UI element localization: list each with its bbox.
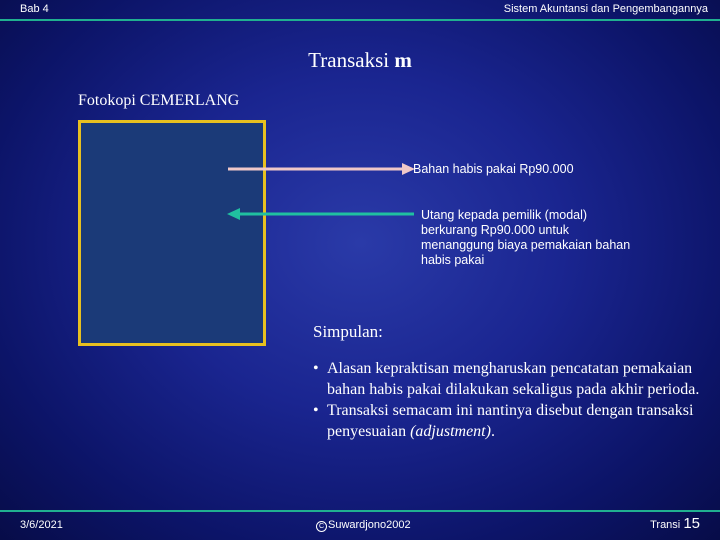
- footer-date: 3/6/2021: [20, 519, 63, 531]
- flow-label-bahan: Bahan habis pakai Rp90.000: [413, 162, 574, 176]
- bullet-text: Transaksi semacam ini nantinya disebut dengan transaksi penyesuaian: [327, 402, 694, 440]
- bottom-divider: [0, 510, 720, 512]
- bullet-text: Alasan kepraktisan mengharuskan pencatatan pemakaian bahan habis pakai dilakukan sekaligus pada akhir perioda.: [327, 360, 700, 398]
- bullet-icon: •: [313, 402, 319, 419]
- footer-slide-num: 15: [683, 515, 700, 532]
- flow-label-utang: Utang kepada pemilik (modal) berkurang Rp90.000 untuk menanggung biaya pemakaian bahan habis pakai: [421, 208, 631, 267]
- bullet-punctuation: .: [490, 423, 495, 440]
- footer-slide-label: Transi: [650, 519, 681, 531]
- arrow-right-icon: [226, 162, 416, 176]
- list-item: [313, 400, 713, 442]
- company-box: [78, 120, 266, 346]
- copyright-icon: C: [316, 521, 327, 532]
- header-course-title: Sistem Akuntansi dan Pengembangannya: [503, 3, 708, 15]
- company-name: Fotokopi CEMERLANG: [78, 92, 240, 109]
- arrow-left-icon: [226, 207, 416, 221]
- footer-author-name: Suwardjono2002: [328, 519, 411, 531]
- footer-author: [316, 519, 411, 532]
- bullet-italic-term: (adjustment): [410, 423, 491, 440]
- slide-title-text: Transaksi: [308, 48, 390, 72]
- list-item: [313, 358, 713, 400]
- slide-title: [0, 48, 720, 73]
- footer-slide-number: [650, 515, 700, 532]
- simpulan-heading: Simpulan:: [313, 322, 383, 341]
- bullet-icon: •: [313, 360, 319, 377]
- simpulan-list: [313, 358, 713, 442]
- slide-title-suffix: m: [394, 48, 412, 72]
- top-divider: [0, 19, 720, 21]
- header-chapter: Bab 4: [20, 3, 49, 15]
